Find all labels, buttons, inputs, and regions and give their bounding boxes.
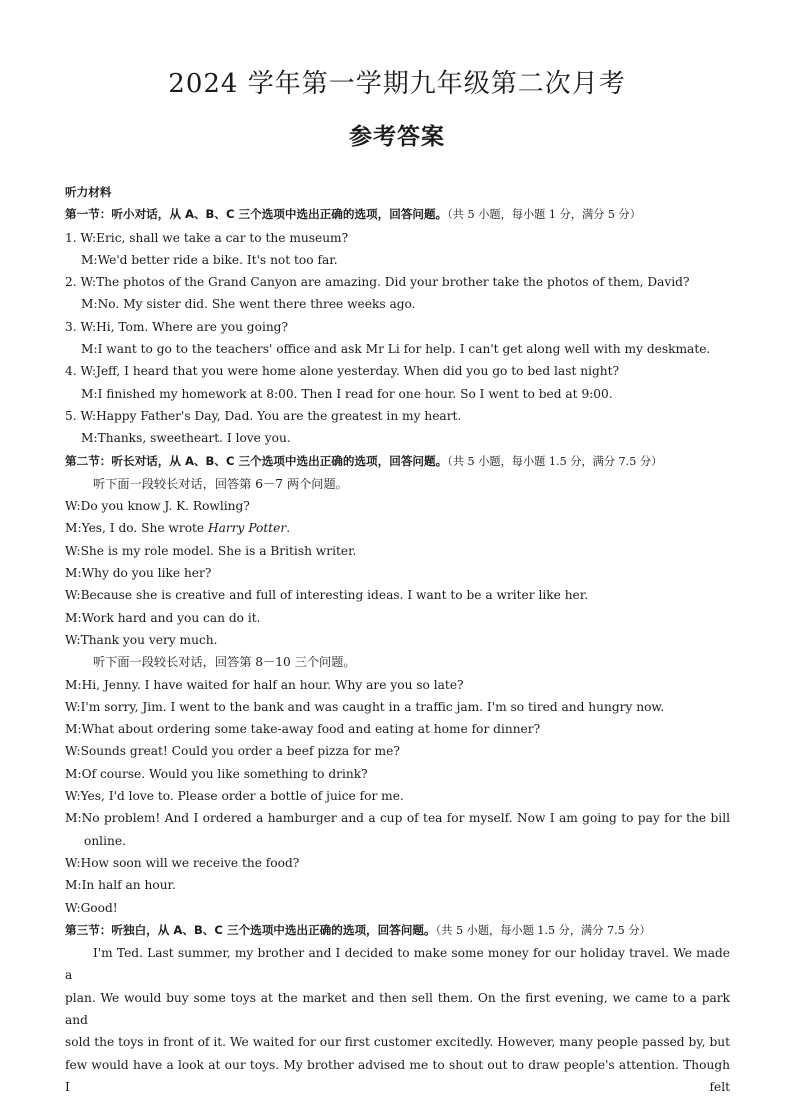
listening-material [65, 181, 730, 1098]
dialog-line: M:Why do you like her? [65, 566, 212, 581]
dialog-line: M:Hi, Jenny. I have waited for half an hour. Why are you so late? [65, 677, 464, 692]
dialog-line: W:How soon will we receive the food? [65, 855, 300, 870]
dialog-line-continued: online. [84, 833, 126, 848]
part3-note: （共 5 小题，每小题 1.5 分，满分 7.5 分） [435, 923, 651, 937]
monologue-line: sold the toys in front of it. We waited for our first customer excitedly. However, many people passed by, but [65, 1035, 730, 1050]
dialog-line: M:Of course. Would you like something to drink? [65, 766, 368, 781]
dialog-intro: 听下面一段较长对话，回答第 8－10 三个问题。 [93, 655, 356, 670]
dialog-line: M:No. My sister did. She went there three weeks ago. [81, 297, 416, 312]
part2-heading: 第二节：听长对话，从 A、B、C 三个选项中选出正确的选项，回答问题。（共 5 小题，每小题 1.5 分，满分 7.5 分） [65, 453, 663, 468]
dialog-line: 2. W:The photos of the Grand Canyon are amazing. Did your brother take the photos of them, David? [65, 275, 690, 290]
dialog-line: W:Good! [65, 900, 118, 915]
dialog-line: M:I finished my homework at 8:00. Then I read for one hour. So I went to bed at 9:00. [81, 386, 613, 401]
book-title: Harry Potter [208, 521, 287, 536]
dialog-line: W:Sounds great! Could you order a beef pizza for me? [65, 744, 400, 759]
dialog-line: M:In half an hour. [65, 878, 176, 893]
dialog-line: M:We'd better ride a bike. It's not too far. [81, 252, 338, 267]
dialog-line: 4. W:Jeff, I heard that you were home alone yesterday. When did you go to bed last night? [65, 364, 620, 379]
dialog-line: W:Because she is creative and full of interesting ideas. I want to be a writer like her. [65, 588, 589, 603]
page-subtitle: 参考答案 [349, 124, 445, 150]
dialog-line: M:Yes, I do. She wrote Harry Potter. [65, 521, 291, 536]
dialog-line: W:Yes, I'd love to. Please order a bottle of juice for me. [65, 789, 404, 804]
dialog-line: W:I'm sorry, Jim. I went to the bank and was caught in a traffic jam. I'm so tired and hungry now. [65, 699, 665, 714]
part1-heading: 第一节：听小对话，从 A、B、C 三个选项中选出正确的选项，回答问题。（共 5 小题，每小题 1 分，满分 5 分） [65, 207, 641, 222]
dialog-line: M:What about ordering some take-away food and eating at home for dinner? [65, 722, 541, 737]
section-label: 听力材料 [65, 185, 112, 199]
dialog-line: M:I want to go to the teachers' office and ask Mr Li for help. I can't get along well with my deskmate. [81, 342, 711, 357]
part1-note: （共 5 小题，每小题 1 分，满分 5 分） [447, 208, 641, 222]
dialog-line: W:She is my role model. She is a British writer. [65, 543, 357, 558]
part2-note: （共 5 小题，每小题 1.5 分，满分 7.5 分） [447, 454, 663, 468]
part3-heading: 第三节：听独白，从 A、B、C 三个选项中选出正确的选项，回答问题。（共 5 小题，每小题 1.5 分，满分 7.5 分） [65, 922, 651, 937]
dialog-line: M:Thanks, sweetheart. I love you. [81, 431, 291, 446]
monologue-line: I'm Ted. Last summer, my brother and I decided to make some money for our holiday travel. We made a [65, 946, 730, 983]
dialog-line: 3. W:Hi, Tom. Where are you going? [65, 319, 289, 334]
dialog-intro: 听下面一段较长对话，回答第 6－7 两个问题。 [93, 476, 348, 491]
dialog-line: 5. W:Happy Father's Day, Dad. You are the greatest in my heart. [65, 408, 462, 423]
dialog-line: W:Do you know J. K. Rowling? [65, 499, 250, 514]
monologue-line: few would have a look at our toys. My brother advised me to shout out to draw people's attention. Though I felt [65, 1057, 730, 1094]
dialog-line: M:Work hard and you can do it. [65, 610, 261, 625]
dialog-line: M:No problem! And I ordered a hamburger and a cup of tea for myself. Now I am going to pay for the bill [65, 811, 730, 826]
dialog-line: W:Thank you very much. [65, 632, 218, 647]
page-title: 2024 学年第一学期九年级第二次月考 [168, 69, 626, 99]
dialog-line: 1. W:Eric, shall we take a car to the museum? [65, 230, 349, 245]
monologue-line: plan. We would buy some toys at the market and then sell them. On the first evening, we came to a park and [65, 990, 730, 1027]
